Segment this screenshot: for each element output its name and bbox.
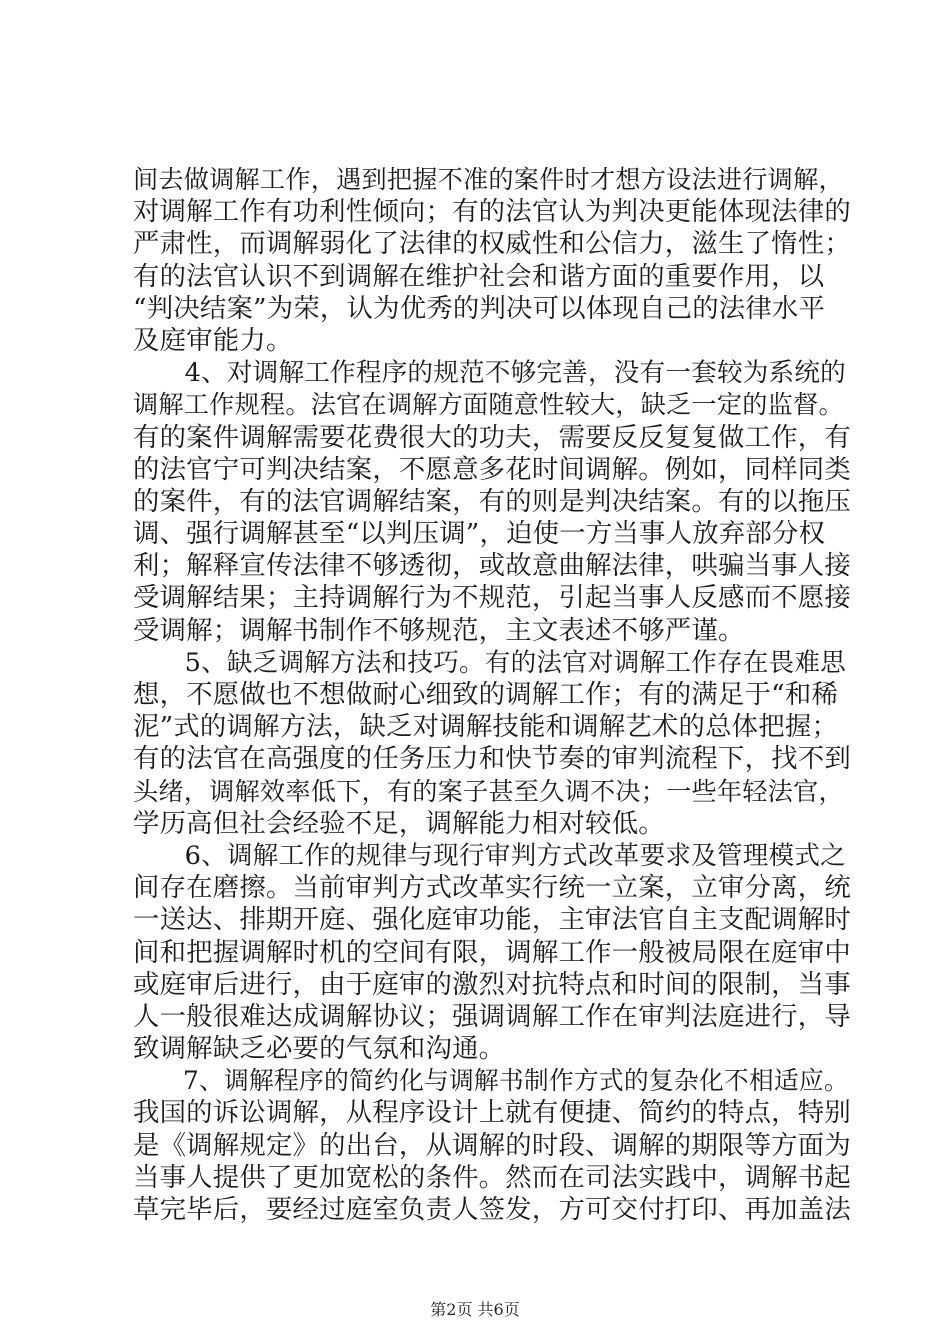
text-line: 利；解释宣传法律不够透彻，或故意曲解法律，哄骗当事人接 — [133, 550, 851, 582]
text-line: 致调解缺乏必要的气氛和沟通。 — [133, 1033, 506, 1065]
text-line: 或庭审后进行，由于庭审的激烈对抗特点和时间的限制，当事 — [133, 968, 851, 1000]
text-line: 及庭审能力。 — [133, 324, 293, 356]
text-line: 5、缺乏调解方法和技巧。有的法官对调解工作存在畏难思 — [133, 647, 846, 678]
text-line: 我国的诉讼调解，从程序设计上就有便捷、简约的特点，特别 — [133, 1097, 851, 1129]
text-line: “判决结案”为荣，认为优秀的判决可以体现自己的法律水平 — [133, 292, 826, 324]
text-line: 的法官宁可判决结案，不愿意多花时间调解。例如，同样同类 — [133, 453, 851, 485]
text-line: 有的法官在高强度的任务压力和快节奏的审判流程下，找不到 — [133, 743, 851, 775]
body-text — [133, 164, 853, 1226]
text-line: 泥”式的调解方法，缺乏对调解技能和调解艺术的总体把握； — [133, 711, 839, 743]
text-line: 是《调解规定》的出台，从调解的时段、调解的期限等方面为 — [133, 1129, 851, 1161]
text-line: 有的法官认识不到调解在维护社会和谐方面的重要作用，以 — [133, 260, 825, 292]
text-line: 草完毕后，要经过庭室负责人签发，方可交付打印、再加盖法 — [133, 1194, 851, 1225]
text-line: 一送达、排期开庭、强化庭审功能，主审法官自主支配调解时 — [133, 904, 851, 936]
text-line: 间存在磨擦。当前审判方式改革实行统一立案，立审分离，统 — [133, 872, 851, 904]
text-line: 严肃性，而调解弱化了法律的权威性和公信力，滋生了惰性； — [133, 228, 851, 260]
text-line: 有的案件调解需要花费很大的功夫，需要反反复复做工作，有 — [133, 421, 851, 453]
text-line: 想，不愿做也不想做耐心细致的调解工作；有的满足于“和稀 — [133, 679, 839, 710]
text-line: 调解工作规程。法官在调解方面随意性较大，缺乏一定的监督。 — [133, 390, 844, 420]
text-line: 6、调解工作的规律与现行审判方式改革要求及管理模式之 — [133, 840, 846, 871]
text-line: 4、对调解工作程序的规范不够完善，没有一套较为系统的 — [133, 358, 846, 389]
text-line: 头绪，调解效率低下，有的案子甚至久调不决；一些年轻法官， — [133, 776, 844, 806]
text-line: 间去做调解工作，遇到把握不准的案件时才想方设法进行调解， — [133, 165, 844, 194]
text-line: 受调解；调解书制作不够规范，主文表述不够严谨。 — [133, 614, 745, 646]
page-number-footer: 第2页 共6页 — [430, 1300, 520, 1319]
text-line: 学历高但社会经验不足，调解能力相对较低。 — [133, 807, 665, 839]
text-line: 对调解工作有功利性倾向；有的法官认为判决更能体现法律的 — [133, 196, 851, 228]
text-line: 调、强行调解甚至“以判压调”，迫使一方当事人放弃部分权 — [133, 518, 826, 550]
text-line: 当事人提供了更加宽松的条件。然而在司法实践中，调解书起 — [133, 1161, 851, 1193]
text-line: 受调解结果；主持调解行为不规范，引起当事人反感而不愿接 — [133, 582, 851, 614]
text-line: 7、调解程序的简约化与调解书制作方式的复杂化不相适应。 — [133, 1066, 849, 1096]
text-line: 人一般很难达成调解协议；强调调解工作在审判法庭进行，导 — [133, 1000, 851, 1032]
text-line: 的案件，有的法官调解结案，有的则是判决结案。有的以拖压 — [133, 485, 851, 517]
text-line: 间和把握调解时机的空间有限，调解工作一般被局限在庭审中 — [133, 936, 851, 968]
